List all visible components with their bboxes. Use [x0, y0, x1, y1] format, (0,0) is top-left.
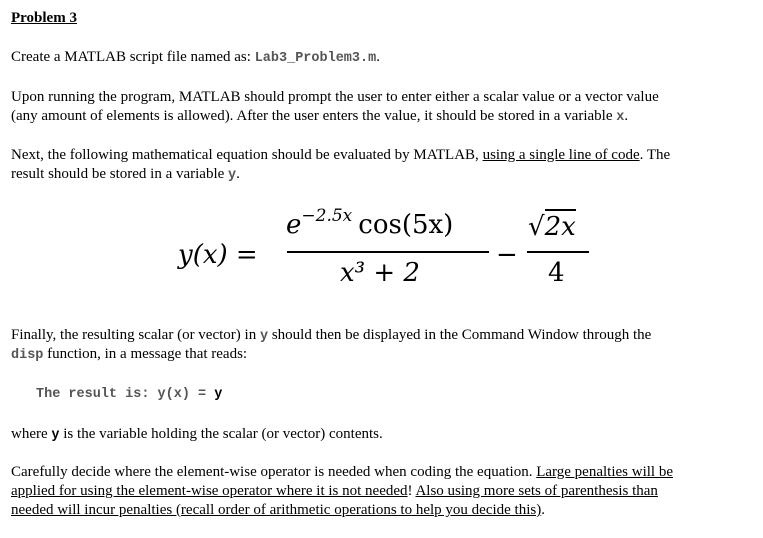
paragraph-penalties-line2 — [11, 482, 658, 501]
equation-lhs: y(x) = — [178, 240, 258, 270]
text: Finally, the resulting scalar (or vector) in — [11, 327, 260, 343]
text: Carefully decide where the element-wise operator is needed when coding the equation. — [11, 464, 537, 480]
code-message-var: y — [214, 387, 223, 402]
paragraph-prompt-line2 — [11, 107, 628, 127]
paragraph-prompt-line1 — [11, 88, 659, 107]
paragraph-display-line1 — [11, 326, 651, 346]
sqrt-argument: 2x — [545, 209, 576, 242]
equation-denominator-1: x³ + 2 — [340, 258, 420, 288]
text: Next, the following mathematical equation should be evaluated by MATLAB, — [11, 147, 483, 163]
code-message — [36, 385, 222, 402]
exp-base: e — [286, 210, 302, 240]
cos-term: cos(5x) — [358, 210, 454, 240]
text: where — [11, 426, 52, 442]
paragraph-penalties-line1 — [11, 463, 673, 482]
paragraph-evaluate-line1 — [11, 146, 670, 165]
underlined-text: using a single line of code — [482, 147, 640, 163]
text: result should be stored in a variable — [11, 166, 229, 182]
code-message-text: The result is: y(x) = — [36, 387, 215, 402]
text: ! — [407, 483, 416, 499]
exp-power: −2.5x — [301, 206, 353, 226]
text: function, in a message that reads: — [43, 346, 248, 362]
text: . — [376, 49, 380, 65]
var-y-bold: y — [51, 428, 60, 443]
fraction-bar-1 — [287, 251, 489, 253]
underlined-text: needed will incur penalties (recall order of arithmetic operations to help you decide this) — [11, 502, 542, 518]
underlined-text: Also using more sets of parenthesis than — [415, 483, 658, 499]
filename-code: Lab3_Problem3.m — [254, 51, 377, 66]
fraction-bar-2 — [527, 251, 589, 253]
equation-minus: − — [496, 240, 518, 270]
var-y-code: y — [228, 168, 237, 183]
text: should then be displayed in the Command Window through the — [268, 327, 652, 343]
var-y-code: y — [259, 329, 269, 344]
text: Create a MATLAB script file named as: — [11, 49, 255, 65]
underlined-text: applied for using the element-wise operator where it is not needed — [11, 483, 408, 499]
text: is the variable holding the scalar (or vector) contents. — [59, 426, 383, 442]
paragraph-where — [11, 425, 383, 445]
text: (any amount of elements is allowed). After the user enters the value, it should be stored in a variable — [11, 108, 617, 124]
text: . The — [639, 147, 671, 163]
equation-denominator-2: 4 — [548, 258, 565, 288]
text: . — [236, 166, 240, 182]
equation-numerator — [286, 206, 454, 243]
paragraph-evaluate-line2 — [11, 165, 240, 185]
problem-title: Problem 3 — [11, 10, 77, 26]
paragraph-penalties-line3 — [11, 501, 545, 520]
paragraph-create-script — [11, 48, 380, 68]
disp-code: disp — [11, 348, 44, 363]
text: . — [541, 502, 545, 518]
text: Upon running the program, MATLAB should prompt the user to enter either a scalar value or a vector value — [11, 89, 659, 105]
text: . — [624, 108, 629, 124]
underlined-text: Large penalties will be — [536, 464, 673, 480]
equation-sqrt — [528, 212, 576, 242]
var-x-code: x — [616, 110, 625, 125]
paragraph-display-line2 — [11, 345, 247, 365]
sqrt-icon: √ — [528, 212, 545, 242]
